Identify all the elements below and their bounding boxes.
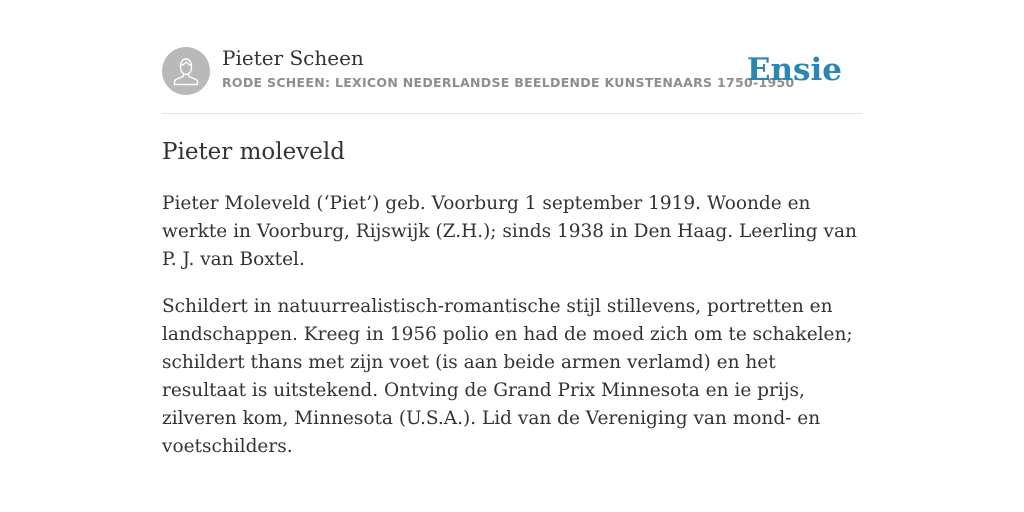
article-header — [162, 46, 862, 96]
page-title: Pieter moleveld — [162, 139, 345, 165]
article-body — [162, 190, 862, 480]
header-divider — [162, 113, 862, 114]
user-silhouette-icon[interactable] — [162, 47, 210, 95]
author-name[interactable]: Pieter Scheen — [222, 46, 364, 70]
article-paragraph: Schildert in natuurrealistisch-romantische stijl stillevens, portretten en landschappen. Kreeg in 1956 polio en had de moed zich om te schakelen; schildert thans met zijn voet (is aan beide armen verlamd) en het resultaat is uitstekend. Ontving de Grand Prix Minnesota en ie prijs, zilveren kom, Minnesota (U.S.A.). Lid van de Vereniging van mond- en voetschilders. — [162, 296, 853, 457]
ensie-logo[interactable]: Ensie — [746, 52, 842, 88]
source-title[interactable]: RODE SCHEEN: LEXICON NEDERLANDSE BEELDENDE KUNSTENAARS 1750-1950 — [222, 75, 795, 90]
article-paragraph: Pieter Moleveld (‘Piet’) geb. Voorburg 1 september 1919. Woonde en werkte in Voorburg, Rijswijk (Z.H.); sinds 1938 in Den Haag. Leerling van P. J. van Boxtel. — [162, 193, 857, 270]
